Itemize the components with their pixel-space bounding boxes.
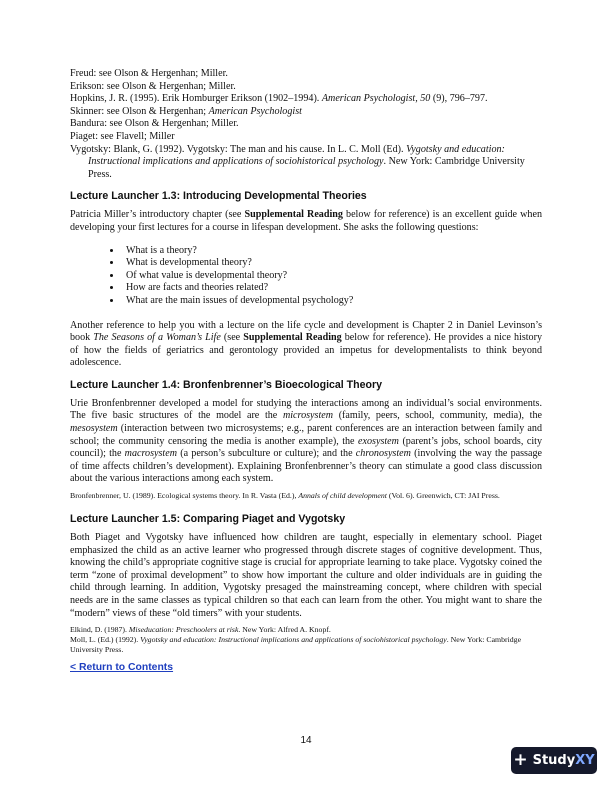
text: (a person’s subculture or culture); and the [176, 448, 356, 460]
ref-book: Miseducation: Preschoolers at risk [128, 625, 239, 635]
list-item: • What is developmental theory? [122, 257, 542, 270]
ref-moll [70, 635, 542, 655]
term: microsystem [282, 410, 334, 422]
ref-text: Elkind, D. (1987). [70, 625, 129, 635]
list-item: • What is a theory? [122, 245, 542, 258]
list-item: • Of what value is developmental theory? [122, 270, 542, 283]
bold-text: Supplemental Reading [244, 209, 343, 221]
text: (parent’s jobs, school boards, city council); the [70, 435, 542, 460]
text: below for reference) is an excellent guide when developing your first lectures for a course in lifespan development. She asks the following questions: [70, 209, 542, 233]
ref-book: Vygotsky and education: Instructional implications and applications of sociohistorical psychology [88, 143, 505, 168]
ref-text: (9), 796–797. [430, 93, 488, 105]
section-heading-1-3: Lecture Launcher 1.3: Introducing Developmental Theories [70, 190, 367, 203]
studyxy-badge[interactable] [511, 747, 597, 774]
ref-text: . New York: Cambridge University Press. [70, 635, 522, 655]
text: below for reference). He provides a nice history of how the fields of geriatrics and gerontology provided an impetus for developmentalists to think beyond adolescence. [70, 332, 543, 369]
ref-piaget: Piaget: see Flavell; Miller [70, 130, 175, 142]
bold-text: Supplemental Reading [243, 332, 342, 344]
text: Patricia Miller’s introductory chapter (see [70, 209, 245, 221]
section-heading-1-5: Lecture Launcher 1.5: Comparing Piaget and Vygotsky [70, 513, 346, 526]
ref-elkind [70, 625, 542, 635]
badge-xy: XY [575, 753, 595, 768]
term: exosystem [358, 435, 399, 447]
ref-text: Vygotsky: Blank, G. (1992). Vygotsky: The man and his cause. In L. C. Moll (Ed). [70, 143, 407, 155]
ref-vygotsky [70, 144, 542, 182]
ref-text: . New York: Alfred A. Knopf. [238, 625, 331, 635]
section-heading-1-4: Lecture Launcher 1.4: Bronfenbrenner’s Bioecological Theory [70, 378, 382, 391]
badge-label [533, 753, 595, 768]
ref-text: Hopkins, J. R. (1995). Erik Homburger Erikson (1902–1994). [70, 93, 322, 105]
paragraph-piaget-vygotsky: Both Piaget and Vygotsky have influenced how children are taught, especially in elementary school. Piaget emphasized the child as an active learner who progressed through discrete stages of cognitive development. Thus, knowing the child’s appropriate cognitive stage is crucial for appropriate learning to take place. Vygotsky coined the term “zone of proximal development” to show how important the culture and older individuals are in guiding the child through learning. In addition, Vygotsky presaged the mainstreaming concept, where children with special needs are in the same classes as typical children so that each can learn from the other. You might want to share the “modern” views of these “old timers” with your students. [70, 532, 542, 619]
page-content [70, 68, 542, 675]
ref-journal: American Psychologist [208, 105, 302, 117]
text: (family, peers, school, community, media), the [333, 410, 542, 422]
ref-journal: American Psychologist, 50 [321, 93, 431, 105]
question-list [70, 245, 542, 308]
ref-book: Annals of child development [298, 491, 387, 501]
ref-hopkins [70, 93, 542, 106]
ref-erikson: Erikson: see Olson & Hergenhan; Miller. [70, 80, 236, 92]
badge-study: Study [532, 753, 576, 768]
text: (interaction between two microsystems; e.g., parent conferences are an interaction between family and school; the community censoring the media is another example), the [70, 423, 542, 447]
list-item: • How are facts and theories related? [122, 282, 542, 295]
text: Another reference to help you with a lecture on the life cycle and development is Chapter 2 in Daniel Levinson’s book [70, 319, 542, 344]
term: mesosystem [70, 423, 118, 435]
term: macrosystem [124, 448, 177, 460]
reference-list [70, 68, 542, 181]
text: (see [220, 332, 244, 344]
list-item: • What are the main issues of developmental psychology? [122, 295, 542, 308]
return-to-contents-link[interactable]: < Return to Contents [70, 662, 174, 674]
plus-icon: + [513, 750, 528, 770]
text: Urie Bronfenbrenner developed a model for studying the interactions among an individual’s social environments. The five basic structures of the model are the [70, 397, 542, 422]
book-title: The Seasons of a Woman’s Life [93, 332, 221, 344]
paragraph-bronfenbrenner [70, 398, 542, 486]
text: (involving the way the passage of time affects children’s development). Explaining Bronfenbrenner’s theory can stimulate a good class discussion about the various interactions among each system. [70, 448, 542, 485]
term: chronosystem [355, 448, 411, 460]
ref-freud: Freud: see Olson & Hergenhan; Miller. [70, 68, 228, 79]
ref-text: (Vol. 6). Greenwich, CT: JAI Press. [386, 491, 500, 501]
ref-text: Bronfenbrenner, U. (1989). Ecological systems theory. In R. Vasta (Ed.), [70, 491, 299, 501]
ref-text: Moll, L. (Ed.) (1992). [70, 635, 141, 645]
ref-bandura: Bandura: see Olson & Hergenhan; Miller. [70, 118, 239, 130]
ref-text: Skinner: see Olson & Hergenhan; [70, 105, 209, 117]
ref-book: Vygotsky and education: Instructional implications and applications of sociohistorical psychology [140, 635, 447, 645]
ref-skinner [70, 106, 542, 119]
ref-bronfenbrenner [70, 491, 542, 501]
paragraph-levinson [70, 320, 542, 370]
ref-text: . New York: Cambridge University Press. [88, 156, 525, 180]
paragraph-miller [70, 209, 542, 234]
page-number: 14 [300, 735, 312, 746]
